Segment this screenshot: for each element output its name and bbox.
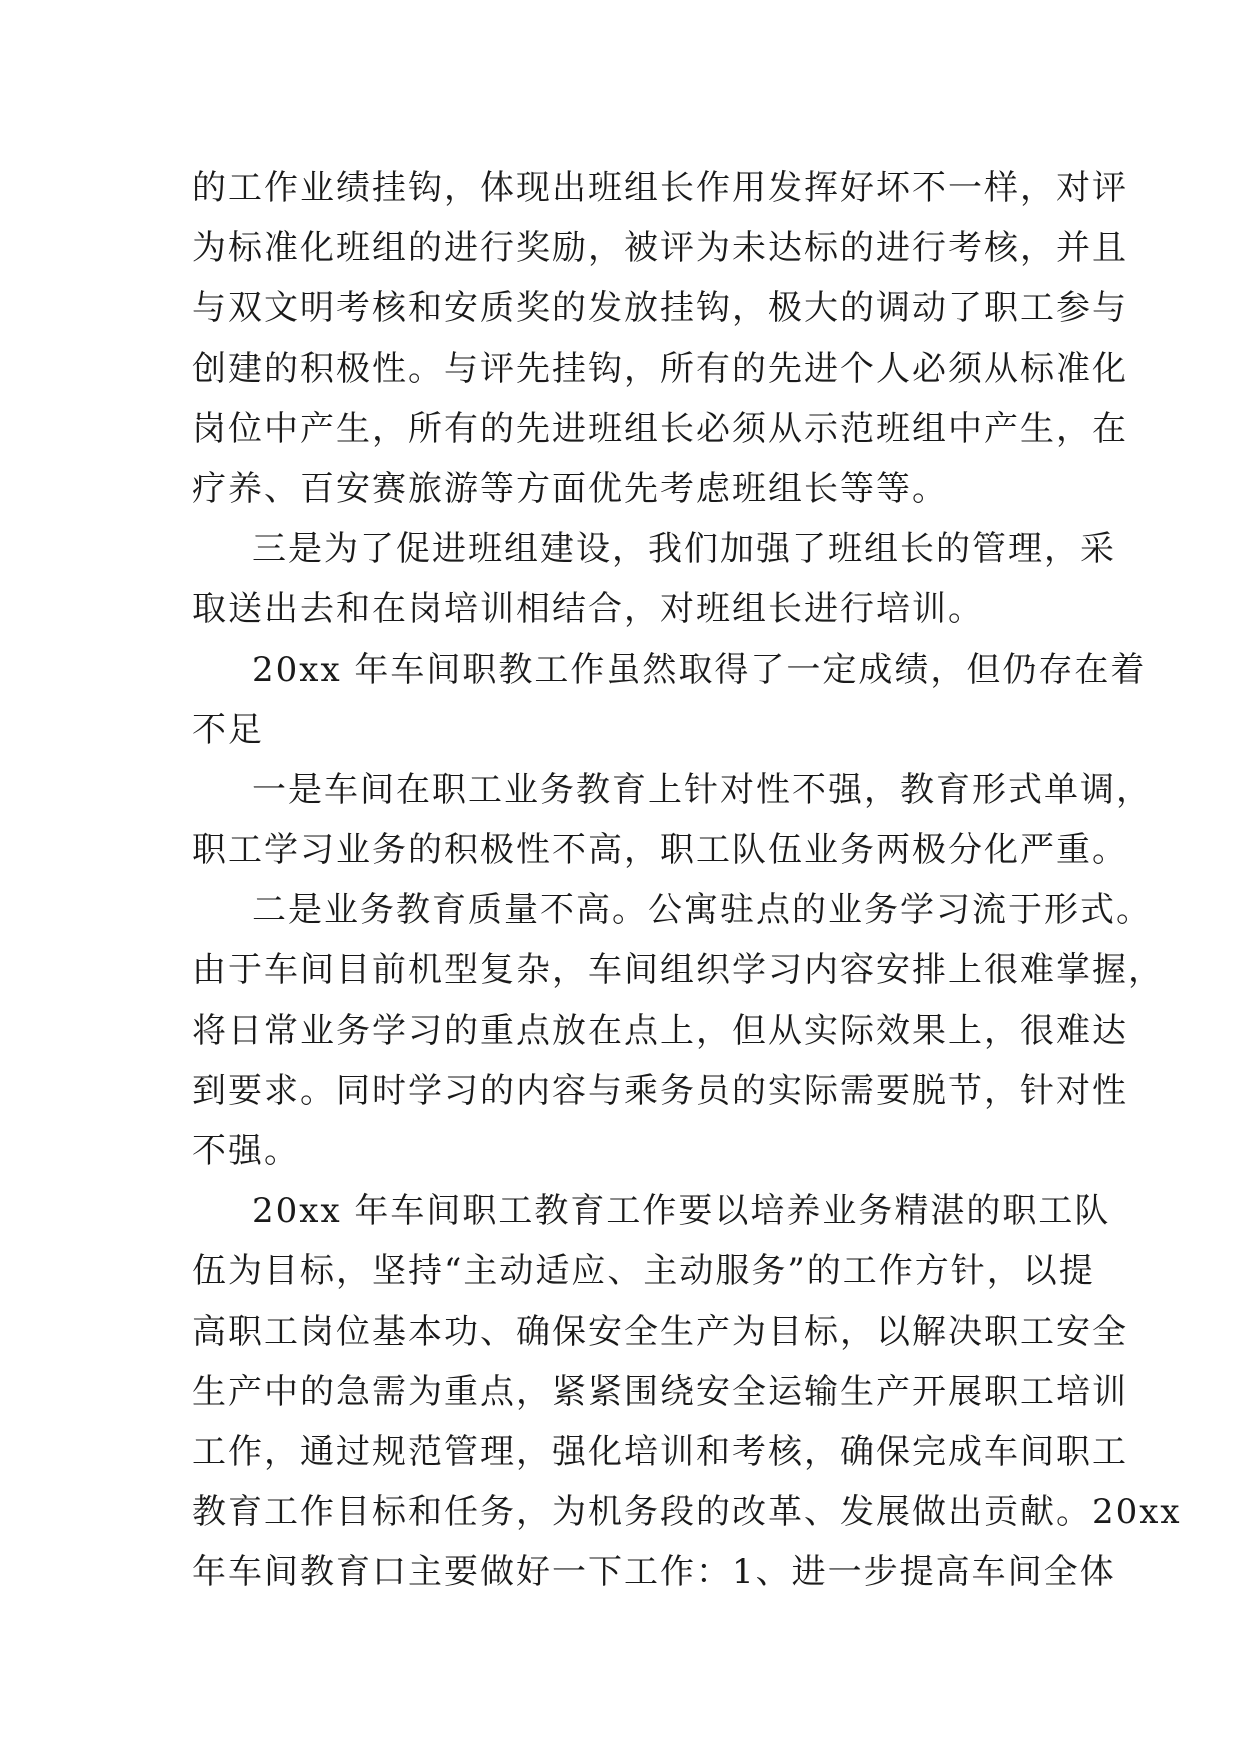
text-line: 三是为了促进班组建设，我们加强了班组长的管理，采 bbox=[252, 529, 1116, 570]
text-line: 生产中的急需为重点，紧紧围绕安全运输生产开展职工培训 bbox=[192, 1371, 1128, 1412]
text-line: 到要求。同时学习的内容与乘务员的实际需要脱节，针对性 bbox=[192, 1070, 1128, 1111]
text-line: 创建的积极性。与评先挂钩，所有的先进个人必须从标准化 bbox=[192, 348, 1128, 389]
text-line: 教育工作目标和任务，为机务段的改革、发展做出贡献。20xx bbox=[192, 1492, 1182, 1533]
document-body bbox=[192, 158, 1182, 1603]
text-line: 职工学习业务的积极性不高，职工队伍业务两极分化严重。 bbox=[192, 830, 1128, 871]
text-line: 由于车间目前机型复杂，车间组织学习内容安排上很难掌握， bbox=[192, 950, 1164, 991]
text-line: 高职工岗位基本功、确保安全生产为目标，以解决职工安全 bbox=[192, 1311, 1128, 1352]
text-line: 一是车间在职工业务教育上针对性不强，教育形式单调， bbox=[252, 769, 1152, 810]
text-line: 与双文明考核和安质奖的发放挂钩，极大的调动了职工参与 bbox=[192, 288, 1128, 329]
text-line: 不足 bbox=[192, 709, 264, 750]
text-line: 取送出去和在岗培训相结合，对班组长进行培训。 bbox=[192, 589, 984, 630]
text-line: 将日常业务学习的重点放在点上，但从实际效果上，很难达 bbox=[192, 1010, 1128, 1051]
text-line: 的工作业绩挂钩，体现出班组长作用发挥好坏不一样，对评 bbox=[192, 168, 1128, 208]
text-line: 年车间教育口主要做好一下工作：1、进一步提高车间全体 bbox=[192, 1552, 1116, 1593]
text-line: 20xx 年车间职教工作虽然取得了一定成绩，但仍存在着 bbox=[252, 649, 1147, 690]
text-line: 20xx 年车间职工教育工作要以培养业务精湛的职工队 bbox=[252, 1191, 1111, 1232]
text-line: 不强。 bbox=[192, 1131, 300, 1171]
text-line: 伍为目标，坚持“主动适应、主动服务”的工作方针，以提 bbox=[192, 1251, 1095, 1292]
text-line: 工作，通过规范管理，强化培训和考核，确保完成车间职工 bbox=[192, 1431, 1128, 1472]
text-line: 疗养、百安赛旅游等方面优先考虑班组长等等。 bbox=[192, 468, 948, 509]
text-line: 岗位中产生，所有的先进班组长必须从示范班组中产生，在 bbox=[192, 408, 1128, 449]
text-line: 为标准化班组的进行奖励，被评为未达标的进行考核，并且 bbox=[192, 228, 1128, 269]
text-line: 二是业务教育质量不高。公寓驻点的业务学习流于形式。 bbox=[252, 890, 1152, 931]
